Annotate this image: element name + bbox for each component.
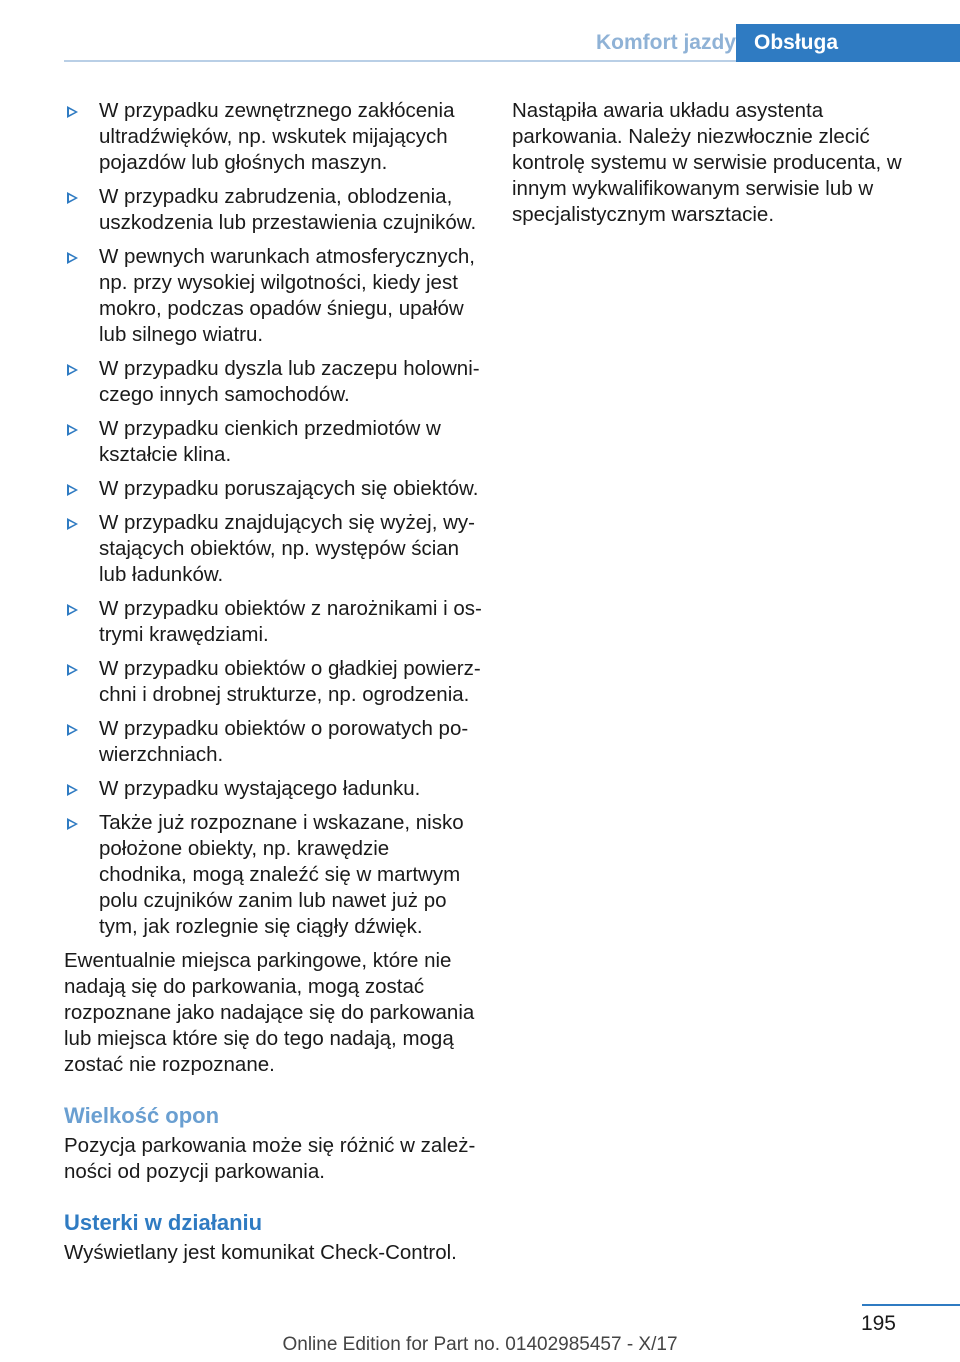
header-chapter-tab[interactable]: Obsługa [736, 24, 960, 62]
list-item: W przypadku poruszających się obiektów. [64, 476, 482, 502]
list-item: W przypadku znajdujących się wyżej, wystających obiektów, np. występów ścian lub ładunków. [64, 510, 482, 588]
list-item: W przypadku obiektów o gładkiej powierzchni i drobnej strukturze, np. ogrodzenia. [64, 656, 482, 708]
triangle-bullet-icon [67, 484, 78, 496]
triangle-bullet-icon [67, 784, 78, 796]
triangle-bullet-icon [67, 818, 78, 830]
section-heading-malfunction: Usterki w działaniu [64, 1210, 263, 1235]
body-paragraph: Ewentualnie miejsca parkingowe, które nie nadają się do parkowania, mogą zostać rozpoznane jako nadające się do parkowania lub miejsca które się do tego nadają, mogą zostać nie rozpoznane. [64, 949, 475, 1076]
triangle-bullet-icon [67, 424, 78, 436]
page-number: 195 [860, 1312, 896, 1335]
triangle-bullet-icon [67, 364, 78, 376]
triangle-bullet-icon [67, 252, 78, 264]
list-item: W przypadku wystającego ładunku. [64, 776, 482, 802]
triangle-bullet-icon [67, 192, 78, 204]
list-item: W przypadku obiektów o porowatych powierzchniach. [64, 716, 482, 768]
left-column [64, 98, 482, 1266]
list-item: Także już rozpoznane i wskazane, nisko położone obiekty, np. krawędzie chodnika, mogą znaleźć się w martwym polu czujników zanim lub nawet już po tym, jak rozlegnie się ciągły dźwięk. [64, 810, 482, 940]
triangle-bullet-icon [67, 604, 78, 616]
header-section-tab[interactable]: Komfort jazdy [595, 31, 736, 54]
list-item: W przypadku dyszla lub zaczepu holowniczego innych samochodów. [64, 356, 482, 408]
triangle-bullet-icon [67, 664, 78, 676]
triangle-bullet-icon [67, 724, 78, 736]
list-item: W przypadku zewnętrznego zakłócenia ultradźwięków, np. wskutek mijających pojazdów lub głośnych maszyn. [64, 98, 482, 176]
triangle-bullet-icon [67, 106, 78, 118]
section-text-malfunction: Wyświetlany jest komunikat Check-Control. [64, 1241, 457, 1264]
footer-rule [862, 1304, 960, 1306]
right-column [512, 98, 932, 228]
triangle-bullet-icon [67, 518, 78, 530]
list-item: W przypadku zabrudzenia, oblodzenia, uszkodzenia lub przestawienia czujników. [64, 184, 482, 236]
edition-footer: Online Edition for Part no. 01402985457 - X/17 [282, 1334, 678, 1355]
list-item: W przypadku obiektów z narożnikami i ostrymi krawędziami. [64, 596, 482, 648]
section-heading-tire-size: Wielkość opon [64, 1103, 220, 1128]
bullet-list [64, 98, 482, 940]
section-text-tire-size: Pozycja parkowania może się różnić w zależności od pozycji parkowania. [64, 1134, 476, 1183]
list-item: W pewnych warunkach atmosferycznych, np. przy wysokiej wilgotności, kiedy jest mokro, podczas opadów śniegu, upałów lub silnego wiatru. [64, 244, 482, 348]
list-item: W przypadku cienkich przedmiotów w kształcie klina. [64, 416, 482, 468]
body-paragraph-right: Nastąpiła awaria układu asystenta parkowania. Należy niezwłocznie zlecić kontrolę systemu w serwisie producenta, w innym wykwalifikowanym serwisie lub w specjalistycznym warsztacie. [512, 99, 902, 226]
